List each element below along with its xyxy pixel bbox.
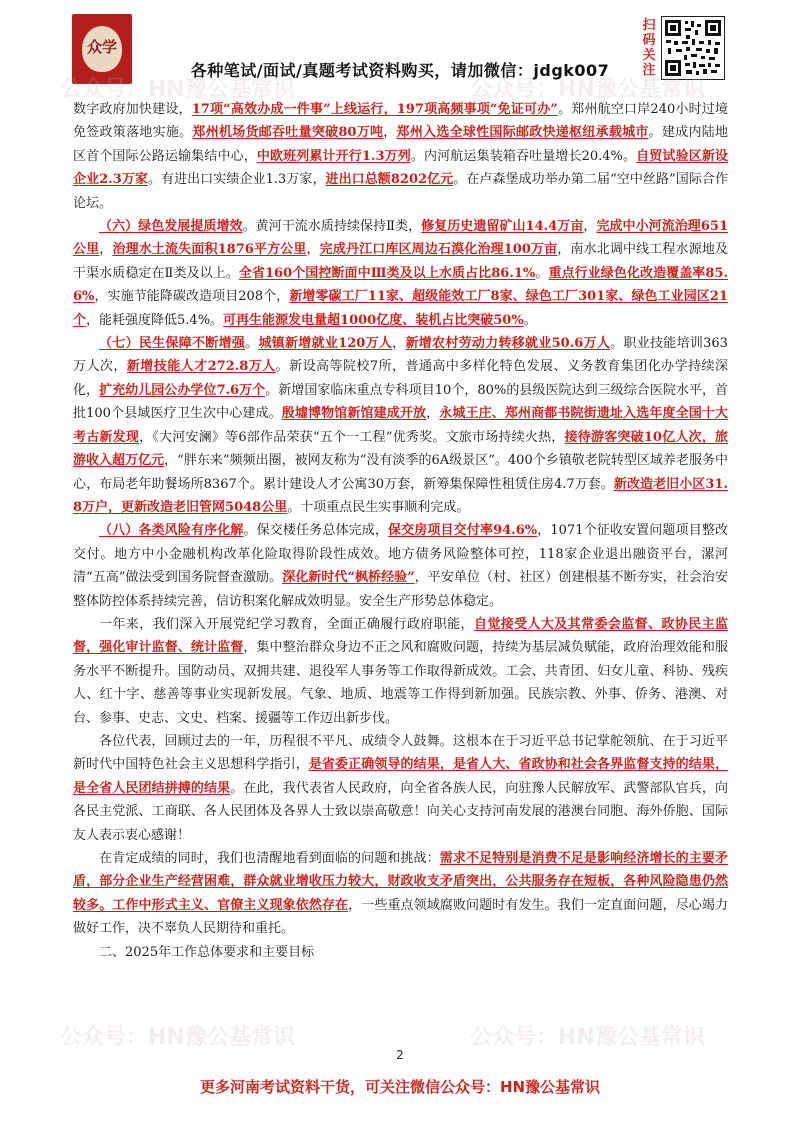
body-text: 各位代表，回顾过去的一年，历程很不平凡、成绩令人鼓舞。这根本在于习近平总书记掌舵领航、在于习近平新时代中国特色社会主义思想科学指引， (73, 733, 728, 773)
highlighted-text: 修复历史遗留矿山14.4万亩 (421, 219, 584, 235)
body-text: ， (99, 242, 113, 258)
body-text: ，《大河安澜》等6部作品荣获“五个一工程”优秀奖。文旅市场持续火热， (139, 429, 565, 445)
body-text: 。 (523, 312, 537, 328)
highlighted-text: 深化新时代“枫桥经验” (282, 570, 415, 586)
highlighted-text: 自觉接受人大及其常委会监督、政协民主监督，强化审计监督、统计监督 (73, 616, 728, 656)
highlighted-text: 新改造老旧小区31.8万户，更新改造老旧管网5048公里 (73, 476, 728, 515)
highlighted-text: 是省委正确领导的结果，是省人大、省政协和社会各界监督支持的结果，是全省人民团结拼搏的结果 (73, 757, 728, 796)
body-text: 二、2025年工作总体要求和主要目标 (99, 944, 315, 960)
highlighted-text: 新增技能人才272.8万人 (126, 359, 276, 375)
highlighted-text: 自贸试验区新设企业2.3万家 (73, 148, 728, 188)
highlighted-text: 郑州入选全球性国际邮政快递枢纽承载城市 (396, 125, 649, 141)
highlighted-text: 17项“高效办成一件事”上线运行，197项高频事项“免证可办” (191, 102, 558, 117)
highlighted-text: 中欧班列累计开行1.3万列 (256, 148, 411, 164)
body-text: ，南水北调中线工程水源地及干渠水质稳定在Ⅱ类及以上。 (73, 242, 728, 281)
body-text: 。职业技能培训363万人次， (73, 336, 728, 375)
highlighted-text: （七）民生保障不断增强 (99, 336, 246, 352)
qr-code-graphic (662, 17, 724, 79)
body-text: ， (383, 125, 397, 141)
body-text: 。有进出口实绩企业1.3万家， (147, 172, 326, 188)
body-text: 。新设高等院校7所，普通高中多样化特色发展、义务教育集团化办学持续深化， (73, 359, 728, 398)
highlighted-text: 可再生能源发电量超1000亿度、装机占比突破50% (223, 312, 524, 328)
body-text: 数字政府加快建设， (73, 102, 192, 117)
logo-text: 众学 (86, 38, 117, 56)
body-text: ，1071个征收安置问题项目整改交付。地方中小金融机构改革化险取得阶段性成效。地方债务风险整体可控，118家企业退出融资平台，漯河清“五高”做法受到国务院督查激励。 (73, 523, 728, 586)
watermark: 公众号：HN豫公基常识 (470, 77, 705, 102)
highlighted-text: 需求不足特别是消费不足是影响经济增长的主要矛盾，部分企业生产经营困难，群众就业增收压力较大，财政收支矛盾突出，公共服务存在短板，各种风险隐患仍然较多。工作中形式主义、官僚主义现象依然存在 (73, 851, 728, 913)
body-text: 。内河航运集装箱吞吐量增长20.4%。 (410, 148, 637, 164)
body-text: 。 (245, 336, 259, 352)
highlighted-text: 进出口总额8202亿元 (325, 172, 454, 188)
highlighted-text: 完成丹江口库区周边石漠化治理100万亩 (319, 242, 558, 258)
body-text: 。郑州航空口岸240小时过境免签政策落地实施。 (73, 102, 728, 141)
body-text: 。 (535, 265, 549, 281)
highlighted-text: 城镇新增就业120万人 (258, 336, 393, 352)
highlighted-text: 新增农村劳动力转移就业50.6万人 (405, 336, 611, 352)
paragraph (73, 941, 728, 964)
highlighted-text: 保交房项目交付率94.6% (388, 523, 538, 539)
paragraph (73, 215, 728, 332)
highlighted-text: 重点行业绿色化改造覆盖率85.6% (73, 265, 728, 305)
paragraph (73, 332, 728, 519)
highlighted-text: 治理水土流失面积1876平方公里 (112, 242, 307, 258)
header-ad-text: 各种笔试/面试/真题考试资料购买，请加微信：jdgk007 (190, 61, 610, 80)
body-text: ， (583, 219, 597, 235)
body-text: 一年来，我们深入开展党纪学习教育，全面正确履行政府职能， (99, 616, 474, 632)
body-text: ，平安单位（村、社区）创建根基不断夯实，社会治安整体防控体系持续完善，信访积案化解成效明显。安全生产形势总体稳定。 (73, 570, 728, 609)
body-text: ，“胖东来”频频出圈，被网友称为“没有淡季的6A级景区”。400个乡镇敬老院转型区域养老服务中心，布局老年助餐场所8367个。累计建设人才公寓30万套，新筹集保障性租赁住房4.7万套。 (73, 453, 728, 492)
highlighted-text: （六）绿色发展提质增效 (99, 219, 243, 235)
body-text: 。在卢森堡成功举办第二届“空中丝路”国际合作论坛。 (73, 172, 728, 211)
body-text: ， (392, 336, 406, 352)
highlighted-text: 接待游客突破10亿人次，旅游收入超万亿元 (73, 429, 728, 469)
highlighted-text: （八）各类风险有序化解 (99, 523, 244, 539)
scan-label: 扫码关注 (642, 18, 656, 78)
paragraph (73, 98, 728, 215)
highlighted-text: 殷墟博物馆新馆建成开放 (281, 406, 427, 422)
page-number: 2 (396, 1048, 404, 1062)
body-text: ，集中整治群众身边不正之风和腐败问题，持续为基层减负赋能，政府治理效能和服务水平不断提升。国防动员、双拥共建、退役军人事务等工作取得新成效。工会、共青团、妇女儿童、科协、残疾人、红十字、慈善等事业实现新发展。气象、地质、地震等工作得到新加强。民族宗教、外事、侨务、港澳、对台、参事、史志、文史、档案、援疆等工作迈出新步伐。 (73, 640, 728, 726)
watermark: 公众号：HN豫公基常识 (60, 77, 295, 102)
body-text: 。保交楼任务总体完成， (243, 523, 388, 539)
body-text: 。新增国家临床重点专科项目10个，80%的县级医院达到三级综合医院水平，首批100个县域医疗卫生次中心建成。 (73, 382, 728, 422)
highlighted-text: 永城王庄、郑州商都书院街遗址入选年度全国十大考古新发现 (73, 406, 728, 445)
paragraph (73, 519, 728, 613)
highlighted-text: 扩充幼儿园公办学位7.6万个 (99, 382, 266, 398)
paragraph (73, 847, 728, 941)
footer-text: 更多河南考试资料干货，可关注微信公众号：HN豫公基常识 (199, 1078, 601, 1096)
body-text: ，实施节能降碳改造项目208个， (94, 289, 290, 305)
body-text: 。在此，我代表省人民政府，向全省各族人民，向驻豫人民解放军、武警部队官兵，向各民主党派、工商联、各人民团体及各界人士致以崇高敬意！向关心支持河南发展的港澳台同胞、海外侨胞、国际友人表示衷心感谢！ (73, 780, 728, 843)
paragraph (73, 730, 728, 847)
body-text: 。建成内陆地区首个国际公路运输集结中心， (73, 125, 728, 164)
body-text: ， (306, 242, 320, 258)
body-text: ， (426, 406, 440, 422)
paragraph (73, 613, 728, 730)
highlighted-text: 完成中小河流治理651公里 (73, 219, 728, 258)
body-text: 。十项重点民生实事顺利完成。 (287, 499, 470, 515)
document-body (73, 98, 728, 964)
watermark: 公众号：HN豫公基常识 (60, 1025, 295, 1050)
body-text: 在肯定成绩的同时，我们也清醒地看到面临的问题和挑战： (99, 851, 440, 866)
body-text: ，一些重点领域腐败问题时有发生。我们一定直面问题，尽心竭力做好工作，决不辜负人民期待和重托。 (73, 897, 728, 937)
body-text: 。黄河干流水质持续保持Ⅱ类， (242, 219, 422, 235)
highlighted-text: 新增零碳工厂11家、超级能效工厂8家、绿色工厂301家、绿色工业园区21个 (73, 289, 728, 328)
qr-code-icon[interactable] (661, 16, 725, 80)
highlighted-text: 全省160个国控断面中Ⅲ类及以上水质占比86.1% (238, 265, 536, 281)
body-text: ，能耗强度降低5.4%。 (86, 312, 224, 328)
watermark: 公众号：HN豫公基常识 (470, 1025, 705, 1050)
highlighted-text: 郑州机场货邮吞吐量突破80万吨 (192, 125, 384, 141)
